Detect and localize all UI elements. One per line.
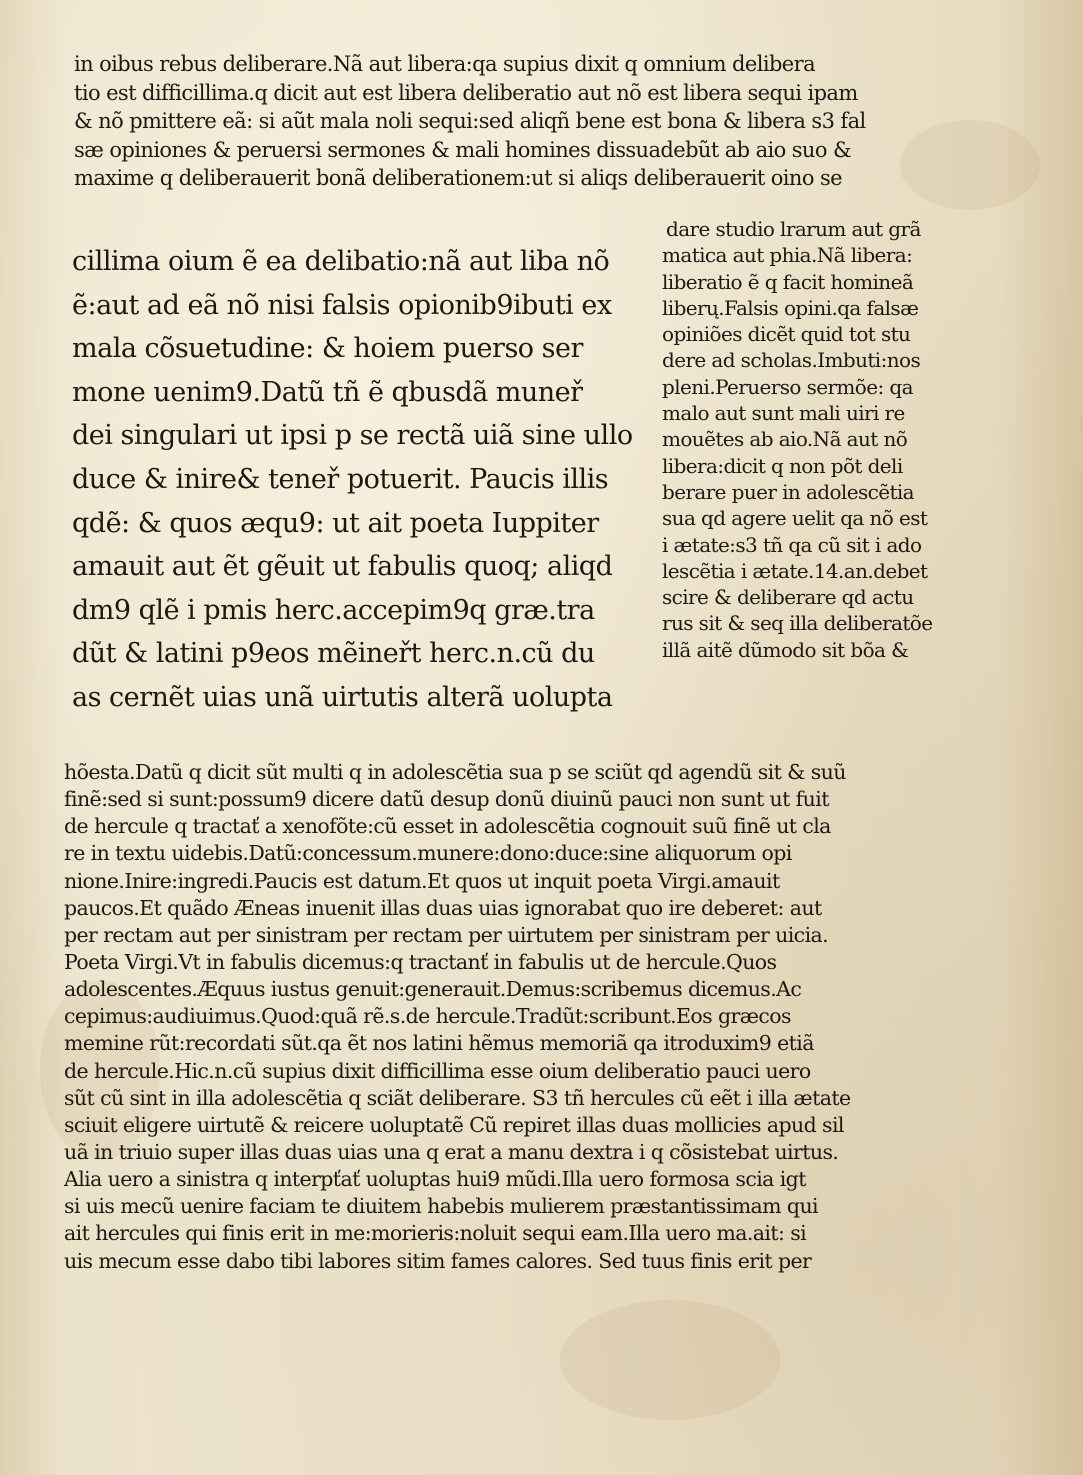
main-text-block — [72, 240, 642, 720]
lower-commentary-line: de hercule.Hic.n.cũ supius dixit difficillima esse oium deliberatio pauci uero — [64, 1058, 811, 1083]
side-commentary-line: pleni.Peruerso sermõe: qa — [662, 374, 913, 399]
side-commentary-line: dere ad scholas.Imbuti:nos — [662, 348, 921, 373]
main-text-line: cillima oium ẽ ea delibatio:nã aut liba nõ — [72, 246, 610, 277]
lower-commentary-line: ait hercules qui finis erit in me:morieris:noluit sequi eam.Illa uero ma.ait: si — [64, 1221, 807, 1246]
side-commentary-line: scire & deliberare qd actu — [662, 585, 914, 610]
side-commentary-line: illã aitẽ dũmodo sit bõa & — [662, 637, 909, 662]
side-commentary-line: mouẽtes ab aio.Nã aut nõ — [662, 427, 908, 452]
side-commentary-line: dare studio lrarum aut grã — [666, 217, 921, 241]
lower-commentary-line: nione.Inire:ingredi.Paucis est datum.Et quos ut inquit poeta Virgi.amauit — [64, 868, 780, 893]
main-text-line: qdẽ: & quos æqu9: ut ait poeta Iuppiter — [72, 507, 599, 539]
main-text-line: duce & inire& teneř potuerit. Paucis illis — [72, 463, 609, 495]
lower-commentary-line: hõesta.Datũ q dicit sũt multi q in adolescẽtia sua p se sciũt qd agendũ sit & suũ — [64, 760, 846, 784]
top-commentary-line: & nõ pmittere eã: si aũt mala noli sequi:sed aliqñ bene est bona & libera s3 fal — [74, 109, 866, 133]
top-commentary-line: sæ opiniones & peruersi sermones & mali homines dissuadebũt ab aio suo & — [74, 137, 852, 162]
lower-commentary-line: uis mecum esse dabo tibi labores sitim fames calores. Sed tuus finis erit per — [64, 1248, 812, 1273]
top-commentary-block — [74, 50, 989, 193]
paper-stain — [560, 1300, 780, 1420]
side-commentary-block — [662, 216, 997, 663]
lower-commentary-line: memine rũt:recordati sũt.qa ẽt nos latini hẽmus memoriã qa itroduxim9 etiã — [64, 1031, 814, 1056]
side-commentary-line: rus sit & seq illa deliberatõe — [662, 611, 933, 636]
side-commentary-line: libera:dicit q non põt deli — [662, 453, 903, 478]
top-commentary-line: tio est difficillima.q dicit aut est libera deliberatio aut nõ est libera sequi ipam — [74, 80, 858, 105]
side-commentary-line: liberatio ẽ q facit homineã — [662, 269, 914, 294]
main-text-line: mone uenim9.Datũ tñ ẽ qbusdã muneř — [72, 376, 583, 408]
lower-commentary-line: Alia uero a sinistra q interpťať uoluptas hui9 mũdi.Illa uero formosa scia igt — [64, 1167, 806, 1192]
lower-commentary-line: si uis mecũ uenire faciam te diuitem habebis mulierem præstantissimam qui — [64, 1194, 819, 1219]
main-text-line: dei singulari ut ipsi p se rectã uiã sine ullo — [72, 420, 633, 452]
side-commentary-line: matica aut phia.Nã libera: — [662, 243, 913, 268]
lower-commentary-block — [64, 759, 984, 1275]
side-commentary-line: opiniões dicẽt quid tot stu — [662, 322, 911, 347]
main-text-line: as cernẽt uias unã uirtutis alterã uolupta — [72, 681, 613, 713]
main-text-line: ẽ:aut ad eã nõ nisi falsis opionib9ibuti ex — [72, 289, 612, 321]
lower-commentary-line: paucos.Et quãdo Æneas inuenit illas duas uias ignorabat quo ire deberet: aut — [64, 895, 822, 920]
top-commentary-line: maxime q deliberauerit bonã deliberationem:ut si aliqs deliberauerit oino se — [74, 166, 842, 190]
side-commentary-line: liberų.Falsis opini.qa falsæ — [662, 295, 919, 320]
main-text-line: dm9 qlẽ i pmis herc.accepim9q græ.tra — [72, 594, 595, 626]
lower-commentary-line: re in textu uidebis.Datũ:concessum.munere:dono:duce:sine aliquorum opi — [64, 841, 792, 866]
lower-commentary-line: finẽ:sed si sunt:possum9 dicere datũ desup donũ diuinũ pauci non sunt ut fuit — [64, 787, 829, 812]
side-commentary-line: malo aut sunt mali uiri re — [662, 401, 905, 426]
lower-commentary-line: uã in triuio super illas duas uias una q erat a manu dextra i q cõsistebat uirtus. — [64, 1139, 839, 1164]
lower-commentary-line: sciuit eligere uirtutẽ & reicere uoluptatẽ Cũ repiret illas duas mollicies apud sil — [64, 1112, 844, 1137]
lower-commentary-line: sũt cũ sint in illa adolescẽtia q sciãt deliberare. S3 tñ hercules cũ eẽt i illa ætate — [64, 1085, 851, 1110]
lower-commentary-line: de hercule q tractať a xenofõte:cũ esset in adolescẽtia cognouit suũ finẽ ut cla — [64, 814, 831, 839]
side-commentary-line: lescẽtia i ætate.14.an.debet — [662, 558, 928, 583]
top-commentary-line: in oibus rebus deliberare.Nã aut libera:qa supius dixit q omnium delibera — [74, 52, 815, 76]
lower-commentary-line: per rectam aut per sinistram per rectam per uirtutem per sinistram per uicia. — [64, 922, 829, 947]
side-commentary-line: berare puer in adolescẽtia — [662, 479, 915, 504]
lower-commentary-line: cepimus:audiuimus.Quod:quã rẽ.s.de hercule.Tradũt:scribunt.Eos græcos — [64, 1004, 791, 1029]
main-text-line: mala cõsuetudine: & hoiem puerso ser — [72, 333, 583, 365]
side-commentary-line: i ætate:s3 tñ qa cũ sit i ado — [662, 532, 922, 557]
side-commentary-line: sua qd agere uelit qa nõ est — [662, 506, 928, 531]
lower-commentary-line: adolescentes.Æquus iustus genuit:generauit.Demus:scribemus dicemus.Ac — [64, 977, 802, 1002]
lower-commentary-line: Poeta Virgi.Vt in fabulis dicemus:q tractanť in fabulis ut de hercule.Quos — [64, 949, 777, 974]
main-text-line: amauit aut ẽt gẽuit ut fabulis quoq; aliqd — [72, 551, 613, 583]
main-text-line: dũt & latini p9eos mẽineřt herc.n.cũ du — [72, 638, 595, 670]
